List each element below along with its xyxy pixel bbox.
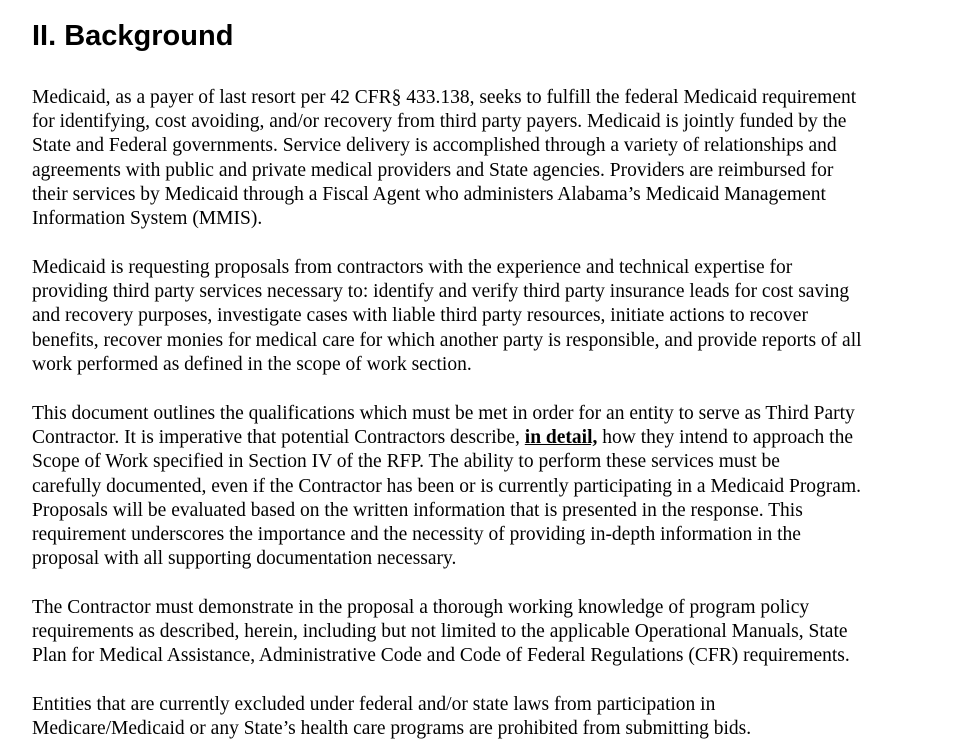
paragraph-line: Scope of Work specified in Section IV of the RFP. The ability to perform these services must be	[32, 451, 780, 473]
paragraph-qualifications	[32, 402, 861, 571]
paragraph-line: carefully documented, even if the Contractor has been or is currently participating in a Medicaid Program.	[32, 475, 861, 497]
section-heading: II. Background	[32, 20, 234, 52]
paragraph-line: their services by Medicaid through a Fiscal Agent who administers Alabama’s Medicaid Management	[32, 183, 826, 205]
paragraph-line: This document outlines the qualifications which must be met in order for an entity to serve as Third Party	[32, 403, 855, 424]
paragraph-line: Medicaid, as a payer of last resort per 42 CFR§ 433.138, seeks to fulfill the federal Medicaid requirement	[32, 87, 857, 108]
paragraph-line: Proposals will be evaluated based on the written information that is presented in the response. This	[32, 499, 803, 521]
paragraph-line: The Contractor must demonstrate in the proposal a thorough working knowledge of program policy	[32, 597, 810, 618]
paragraph-line: Entities that are currently excluded under federal and/or state laws from participation in	[32, 694, 716, 715]
paragraph-line: requirements as described, herein, including but not limited to the applicable Operational Manuals, State	[32, 621, 848, 643]
paragraph-line	[32, 426, 861, 450]
paragraph-line: State and Federal governments. Service delivery is accomplished through a variety of relationships and	[32, 135, 837, 157]
paragraph-line: Information System (MMIS).	[32, 208, 263, 230]
paragraph-line: requirement underscores the importance and the necessity of providing in-depth information in the	[32, 524, 801, 546]
paragraph-requesting-proposals	[32, 256, 862, 377]
paragraph-line: and recovery purposes, investigate cases with liable third party resources, initiate actions to recover	[32, 305, 808, 327]
paragraph-payer-of-last-resort	[32, 86, 856, 231]
paragraph-line: proposal with all supporting documentation necessary.	[32, 548, 457, 570]
paragraph-line: work performed as defined in the scope of work section.	[32, 353, 472, 375]
line-text-before-emphasis: Contractor. It is imperative that potential Contractors describe,	[32, 427, 525, 449]
paragraph-line: benefits, recover monies for medical care for which another party is responsible, and provide reports of all	[32, 329, 862, 351]
paragraph-line: Plan for Medical Assistance, Administrative Code and Code of Federal Regulations (CFR) requirements.	[32, 645, 850, 667]
paragraph-line: Medicare/Medicaid or any State’s health care programs are prohibited from submitting bids.	[32, 718, 752, 740]
paragraph-line: Medicaid is requesting proposals from contractors with the experience and technical expertise for	[32, 257, 793, 278]
paragraph-line: for identifying, cost avoiding, and/or recovery from third party payers. Medicaid is jointly funded by the	[32, 111, 847, 133]
paragraph-line: providing third party services necessary to: identify and verify third party insurance leads for cost saving	[32, 281, 850, 303]
emphasis-in-detail: in detail,	[524, 427, 598, 449]
paragraph-excluded-entities	[32, 693, 751, 741]
paragraph-line: agreements with public and private medical providers and State agencies. Providers are reimbursed for	[32, 159, 834, 181]
paragraph-working-knowledge	[32, 596, 850, 669]
line-text-after-emphasis: how they intend to approach the	[597, 427, 853, 449]
